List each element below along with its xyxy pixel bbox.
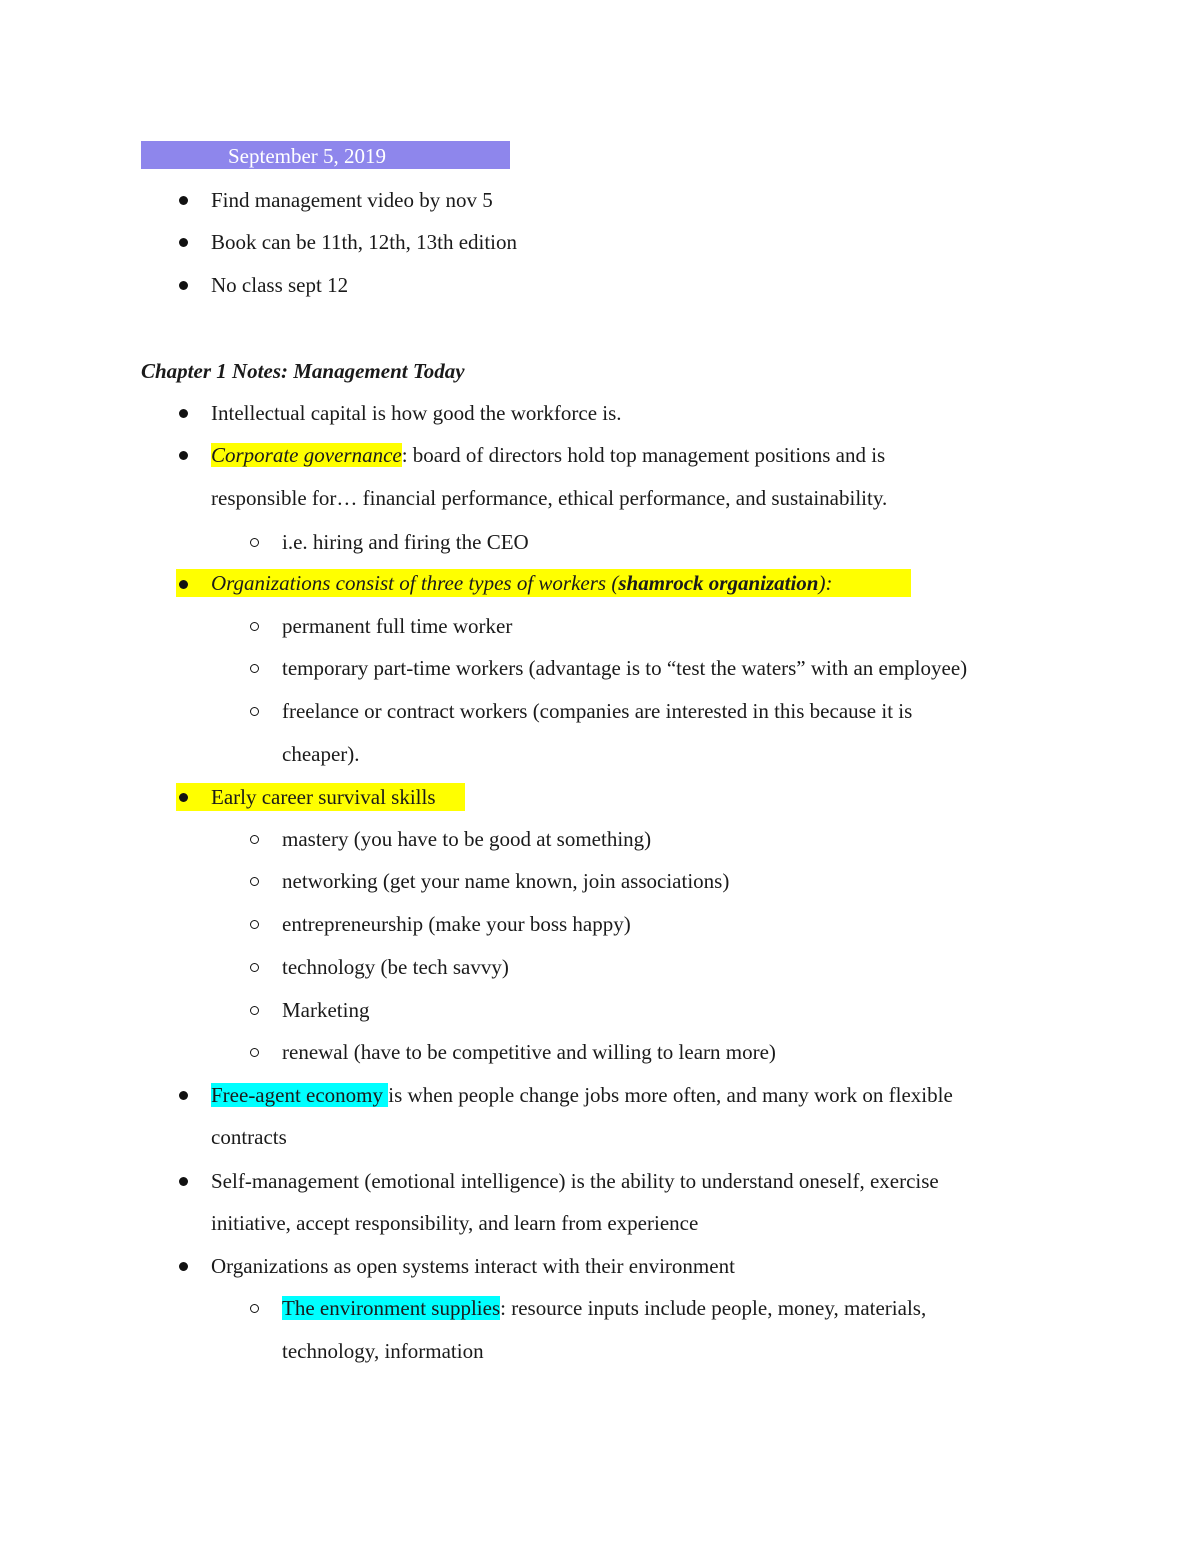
bullet-icon <box>179 580 188 589</box>
sub-item: i.e. hiring and firing the CEO <box>282 530 529 554</box>
note-shamrock-organization <box>211 569 832 597</box>
sub-item-environment-cont: technology, information <box>282 1339 484 1363</box>
note-survival-skills: Early career survival skills <box>211 785 436 809</box>
date-banner: September 5, 2019 <box>141 141 510 169</box>
circle-bullet-icon <box>250 920 259 929</box>
term-corporate-governance: Corporate governance <box>211 443 402 467</box>
shamrock-lead: Organizations consist of three types of workers ( <box>211 571 619 595</box>
bullet-icon <box>179 1091 188 1100</box>
announcement-item: No class sept 12 <box>211 273 349 297</box>
corporate-governance-definition: : board of directors hold top management positions and is <box>401 443 886 467</box>
announcement-item: Find management video by nov 5 <box>211 188 493 212</box>
bullet-icon <box>179 281 188 290</box>
announcement-item: Book can be 11th, 12th, 13th edition <box>211 230 518 254</box>
bullet-icon <box>179 196 188 205</box>
bullet-icon <box>179 451 188 460</box>
term-free-agent-economy: Free-agent economy <box>211 1083 389 1107</box>
bullet-icon <box>179 238 188 247</box>
sub-item: freelance or contract workers (companies are interested in this because it is <box>282 699 913 723</box>
environment-definition: : resource inputs include people, money, materials, <box>500 1296 927 1320</box>
bullet-icon <box>179 1262 188 1271</box>
circle-bullet-icon <box>250 1048 259 1057</box>
note-self-management-cont: initiative, accept responsibility, and learn from experience <box>211 1211 699 1235</box>
sub-item: permanent full time worker <box>282 614 513 638</box>
note-intellectual-capital: Intellectual capital is how good the workforce is. <box>211 401 622 425</box>
note-self-management: Self-management (emotional intelligence) is the ability to understand oneself, exercise <box>211 1169 939 1193</box>
circle-bullet-icon <box>250 877 259 886</box>
sub-item: temporary part-time workers (advantage is to “test the waters” with an employee) <box>282 656 968 680</box>
sub-item-cont: cheaper). <box>282 742 360 766</box>
chapter-heading: Chapter 1 Notes: Management Today <box>141 359 465 383</box>
note-open-systems: Organizations as open systems interact with their environment <box>211 1254 735 1278</box>
sub-item: mastery (you have to be good at something) <box>282 827 652 851</box>
circle-bullet-icon <box>250 622 259 631</box>
circle-bullet-icon <box>250 707 259 716</box>
bullet-icon <box>179 1177 188 1186</box>
circle-bullet-icon <box>250 963 259 972</box>
circle-bullet-icon <box>250 1304 259 1313</box>
sub-item: renewal (have to be competitive and willing to learn more) <box>282 1040 776 1064</box>
circle-bullet-icon <box>250 538 259 547</box>
term-environment-supplies: The environment supplies <box>282 1296 501 1320</box>
sub-item: networking (get your name known, join associations) <box>282 869 730 893</box>
sub-item-environment <box>282 1294 926 1322</box>
note-free-agent-cont: contracts <box>211 1125 287 1149</box>
term-shamrock-organization: shamrock organization <box>618 571 819 595</box>
shamrock-tail: ): <box>818 571 833 595</box>
sub-item: technology (be tech savvy) <box>282 955 509 979</box>
sub-item: Marketing <box>282 998 370 1022</box>
circle-bullet-icon <box>250 835 259 844</box>
circle-bullet-icon <box>250 664 259 673</box>
free-agent-definition: is when people change jobs more often, and many work on flexible <box>388 1083 953 1107</box>
note-free-agent-economy <box>211 1081 953 1109</box>
sub-item: entrepreneurship (make your boss happy) <box>282 912 631 936</box>
bullet-icon <box>179 793 188 802</box>
note-corporate-governance <box>211 441 885 469</box>
bullet-icon <box>179 409 188 418</box>
note-corporate-governance-cont: responsible for… financial performance, ethical performance, and sustainability. <box>211 486 888 510</box>
circle-bullet-icon <box>250 1006 259 1015</box>
